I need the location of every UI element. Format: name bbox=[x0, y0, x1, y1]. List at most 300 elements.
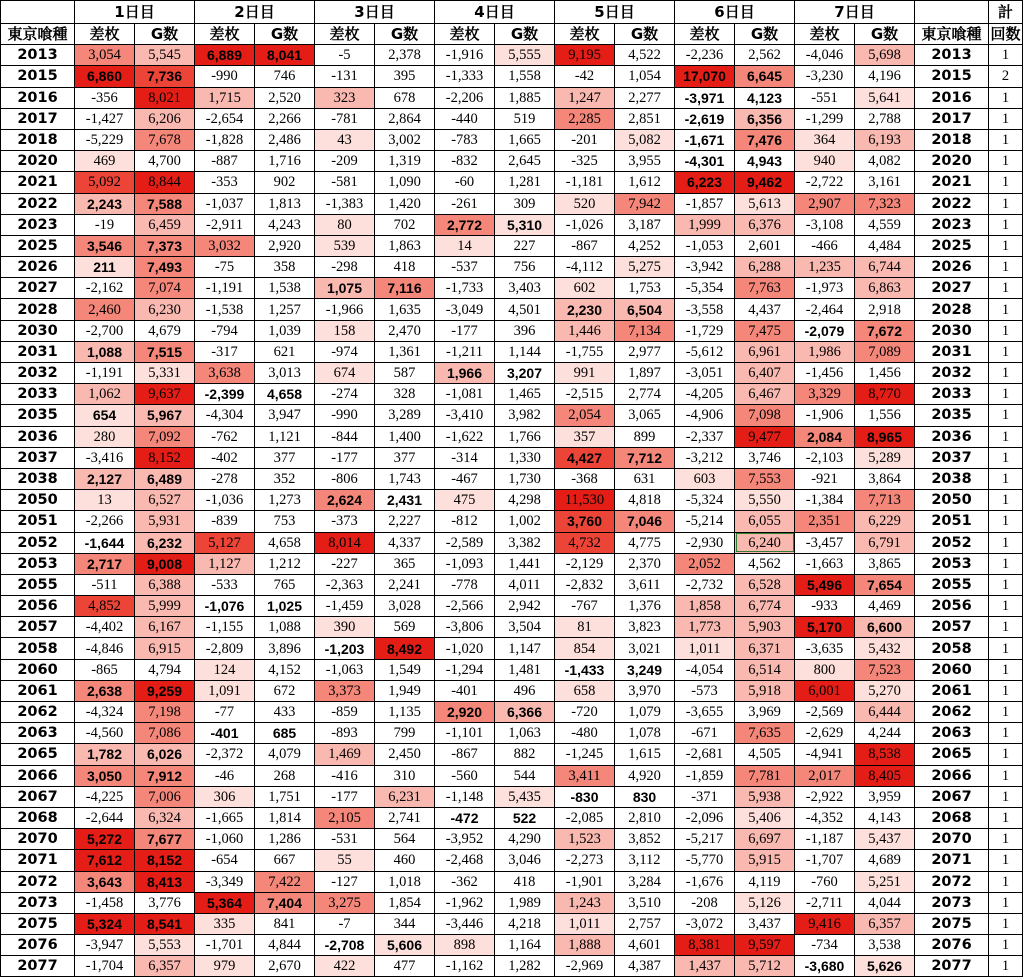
games-cell[interactable]: 5,435 bbox=[495, 786, 555, 807]
diff-cell[interactable]: -806 bbox=[315, 468, 375, 489]
diff-cell[interactable]: 854 bbox=[555, 638, 615, 659]
count-cell[interactable]: 1 bbox=[989, 956, 1023, 977]
diff-cell[interactable]: -654 bbox=[195, 850, 255, 871]
games-cell[interactable]: 7,476 bbox=[735, 129, 795, 150]
games-cell[interactable]: 1,441 bbox=[495, 553, 555, 574]
diff-cell[interactable]: -1,191 bbox=[195, 278, 255, 299]
diff-cell[interactable]: 5,496 bbox=[795, 574, 855, 595]
games-cell[interactable]: 4,920 bbox=[615, 765, 675, 786]
count-cell[interactable]: 1 bbox=[989, 829, 1023, 850]
diff-cell[interactable]: -1,901 bbox=[555, 871, 615, 892]
diff-cell[interactable]: -2,206 bbox=[435, 87, 495, 108]
diff-cell[interactable]: 2,638 bbox=[75, 680, 135, 701]
diff-cell[interactable]: 898 bbox=[435, 935, 495, 956]
diff-cell[interactable]: -1,076 bbox=[195, 596, 255, 617]
games-cell[interactable]: 1,989 bbox=[495, 892, 555, 913]
count-cell[interactable]: 1 bbox=[989, 786, 1023, 807]
diff-cell[interactable]: -3,457 bbox=[795, 532, 855, 553]
games-cell[interactable]: 1,814 bbox=[255, 807, 315, 828]
games-cell[interactable]: 4,243 bbox=[255, 214, 315, 235]
games-cell[interactable]: 5,270 bbox=[855, 680, 915, 701]
games-cell[interactable]: 2,851 bbox=[615, 108, 675, 129]
machine-id-right[interactable]: 2073 bbox=[915, 892, 989, 913]
games-cell[interactable]: 3,611 bbox=[615, 574, 675, 595]
diff-cell[interactable]: 4,732 bbox=[555, 532, 615, 553]
games-cell[interactable]: 4,658 bbox=[255, 532, 315, 553]
diff-cell[interactable]: -2,129 bbox=[555, 553, 615, 574]
diff-cell[interactable]: -3,655 bbox=[675, 702, 735, 723]
games-cell[interactable]: 7,006 bbox=[135, 786, 195, 807]
diff-cell[interactable]: -416 bbox=[315, 765, 375, 786]
diff-cell[interactable]: -839 bbox=[195, 511, 255, 532]
diff-cell[interactable]: -1,701 bbox=[195, 935, 255, 956]
games-cell[interactable]: 1,281 bbox=[495, 172, 555, 193]
games-cell[interactable]: 765 bbox=[255, 574, 315, 595]
diff-cell[interactable]: -3,212 bbox=[675, 447, 735, 468]
diff-cell[interactable]: -373 bbox=[315, 511, 375, 532]
diff-cell[interactable]: 3,329 bbox=[795, 384, 855, 405]
games-cell[interactable]: 4,469 bbox=[855, 596, 915, 617]
diff-cell[interactable]: 3,054 bbox=[75, 45, 135, 66]
diff-cell[interactable]: -3,971 bbox=[675, 87, 735, 108]
machine-id-right[interactable]: 2076 bbox=[915, 935, 989, 956]
diff-cell[interactable]: 11,530 bbox=[555, 490, 615, 511]
games-cell[interactable]: 1,885 bbox=[495, 87, 555, 108]
machine-id[interactable]: 2026 bbox=[1, 257, 75, 278]
games-cell[interactable]: 309 bbox=[495, 193, 555, 214]
diff-cell[interactable]: -3,680 bbox=[795, 956, 855, 977]
games-cell[interactable]: 328 bbox=[375, 384, 435, 405]
diff-cell[interactable]: -1,162 bbox=[435, 956, 495, 977]
games-cell[interactable]: 7,712 bbox=[615, 447, 675, 468]
diff-cell[interactable]: 4,852 bbox=[75, 596, 135, 617]
machine-id[interactable]: 2051 bbox=[1, 511, 75, 532]
diff-cell[interactable]: -4,301 bbox=[675, 151, 735, 172]
diff-cell[interactable]: -3,806 bbox=[435, 617, 495, 638]
machine-id-right[interactable]: 2066 bbox=[915, 765, 989, 786]
diff-cell[interactable]: -2,708 bbox=[315, 935, 375, 956]
machine-id-right[interactable]: 2015 bbox=[915, 66, 989, 87]
diff-cell[interactable]: -511 bbox=[75, 574, 135, 595]
games-cell[interactable]: 4,290 bbox=[495, 829, 555, 850]
diff-cell[interactable]: -278 bbox=[195, 468, 255, 489]
games-cell[interactable]: 6,229 bbox=[855, 511, 915, 532]
machine-id[interactable]: 2061 bbox=[1, 680, 75, 701]
machine-id-right[interactable]: 2050 bbox=[915, 490, 989, 511]
diff-cell[interactable]: -1,101 bbox=[435, 723, 495, 744]
games-cell[interactable]: 395 bbox=[375, 66, 435, 87]
diff-cell[interactable]: -4,846 bbox=[75, 638, 135, 659]
games-cell[interactable]: 1,144 bbox=[495, 341, 555, 362]
games-cell[interactable]: 6,231 bbox=[375, 786, 435, 807]
machine-id-right[interactable]: 2036 bbox=[915, 426, 989, 447]
diff-cell[interactable]: 800 bbox=[795, 659, 855, 680]
games-cell[interactable]: 1,465 bbox=[495, 384, 555, 405]
count-cell[interactable]: 1 bbox=[989, 702, 1023, 723]
machine-id-right[interactable]: 2058 bbox=[915, 638, 989, 659]
games-cell[interactable]: 418 bbox=[495, 871, 555, 892]
games-cell[interactable]: 2,670 bbox=[255, 956, 315, 977]
games-cell[interactable]: 377 bbox=[255, 447, 315, 468]
games-cell[interactable]: 7,086 bbox=[135, 723, 195, 744]
diff-cell[interactable]: -261 bbox=[435, 193, 495, 214]
games-cell[interactable]: 1,212 bbox=[255, 553, 315, 574]
diff-cell[interactable]: -830 bbox=[555, 786, 615, 807]
games-cell[interactable]: 4,501 bbox=[495, 299, 555, 320]
diff-cell[interactable]: 1,523 bbox=[555, 829, 615, 850]
count-cell[interactable]: 1 bbox=[989, 935, 1023, 956]
diff-cell[interactable]: -537 bbox=[435, 257, 495, 278]
games-cell[interactable]: 5,918 bbox=[735, 680, 795, 701]
diff-cell[interactable]: -7 bbox=[315, 913, 375, 934]
diff-cell[interactable]: -2,589 bbox=[435, 532, 495, 553]
diff-cell[interactable]: -1,456 bbox=[795, 363, 855, 384]
games-cell[interactable]: 2,920 bbox=[255, 235, 315, 256]
diff-cell[interactable]: -274 bbox=[315, 384, 375, 405]
games-cell[interactable]: 6,459 bbox=[135, 214, 195, 235]
diff-cell[interactable]: -760 bbox=[795, 871, 855, 892]
count-cell[interactable]: 1 bbox=[989, 511, 1023, 532]
diff-cell[interactable]: 211 bbox=[75, 257, 135, 278]
games-cell[interactable]: 6,791 bbox=[855, 532, 915, 553]
games-cell[interactable]: 3,289 bbox=[375, 405, 435, 426]
diff-cell[interactable]: -581 bbox=[315, 172, 375, 193]
games-cell[interactable]: 7,373 bbox=[135, 235, 195, 256]
games-cell[interactable]: 830 bbox=[615, 786, 675, 807]
games-cell[interactable]: 5,613 bbox=[735, 193, 795, 214]
diff-cell[interactable]: -466 bbox=[795, 235, 855, 256]
games-cell[interactable]: 2,470 bbox=[375, 320, 435, 341]
games-cell[interactable]: 1,330 bbox=[495, 447, 555, 468]
games-cell[interactable]: 6,206 bbox=[135, 108, 195, 129]
games-cell[interactable]: 1,854 bbox=[375, 892, 435, 913]
games-cell[interactable]: 3,284 bbox=[615, 871, 675, 892]
machine-id[interactable]: 2073 bbox=[1, 892, 75, 913]
games-cell[interactable]: 3,955 bbox=[615, 151, 675, 172]
diff-cell[interactable]: 2,105 bbox=[315, 807, 375, 828]
games-cell[interactable]: 2,757 bbox=[615, 913, 675, 934]
diff-cell[interactable]: -1,245 bbox=[555, 744, 615, 765]
games-cell[interactable]: 6,489 bbox=[135, 468, 195, 489]
diff-cell[interactable]: 2,907 bbox=[795, 193, 855, 214]
games-cell[interactable]: 3,002 bbox=[375, 129, 435, 150]
games-cell[interactable]: 6,230 bbox=[135, 299, 195, 320]
diff-cell[interactable]: 43 bbox=[315, 129, 375, 150]
games-cell[interactable]: 6,528 bbox=[735, 574, 795, 595]
machine-id[interactable]: 2031 bbox=[1, 341, 75, 362]
games-cell[interactable]: 5,698 bbox=[855, 45, 915, 66]
games-cell[interactable]: 2,486 bbox=[255, 129, 315, 150]
machine-id[interactable]: 2055 bbox=[1, 574, 75, 595]
games-cell[interactable]: 3,013 bbox=[255, 363, 315, 384]
diff-cell[interactable]: -1,755 bbox=[555, 341, 615, 362]
diff-cell[interactable]: -844 bbox=[315, 426, 375, 447]
diff-cell[interactable]: 2,351 bbox=[795, 511, 855, 532]
games-cell[interactable]: 4,252 bbox=[615, 235, 675, 256]
games-cell[interactable]: 6,357 bbox=[855, 913, 915, 934]
diff-cell[interactable]: -1,665 bbox=[195, 807, 255, 828]
games-cell[interactable]: 5,331 bbox=[135, 363, 195, 384]
games-cell[interactable]: 1,400 bbox=[375, 426, 435, 447]
diff-cell[interactable]: -560 bbox=[435, 765, 495, 786]
diff-cell[interactable]: -1,148 bbox=[435, 786, 495, 807]
count-cell[interactable]: 1 bbox=[989, 680, 1023, 701]
diff-cell[interactable]: -1,026 bbox=[555, 214, 615, 235]
machine-id[interactable]: 2023 bbox=[1, 214, 75, 235]
machine-id-right[interactable]: 2032 bbox=[915, 363, 989, 384]
diff-cell[interactable]: 4,427 bbox=[555, 447, 615, 468]
diff-cell[interactable]: -209 bbox=[315, 151, 375, 172]
games-cell[interactable]: 7,654 bbox=[855, 574, 915, 595]
machine-id[interactable]: 2038 bbox=[1, 468, 75, 489]
games-cell[interactable]: 7,515 bbox=[135, 341, 195, 362]
diff-cell[interactable]: -1,037 bbox=[195, 193, 255, 214]
games-cell[interactable]: 5,938 bbox=[735, 786, 795, 807]
machine-id-right[interactable]: 2028 bbox=[915, 299, 989, 320]
diff-cell[interactable]: 1,715 bbox=[195, 87, 255, 108]
machine-id-right[interactable]: 2052 bbox=[915, 532, 989, 553]
games-cell[interactable]: 6,645 bbox=[735, 66, 795, 87]
games-cell[interactable]: 6,193 bbox=[855, 129, 915, 150]
diff-cell[interactable]: -3,108 bbox=[795, 214, 855, 235]
games-cell[interactable]: 5,626 bbox=[855, 956, 915, 977]
diff-cell[interactable]: 1,011 bbox=[555, 913, 615, 934]
machine-id-right[interactable]: 2018 bbox=[915, 129, 989, 150]
games-cell[interactable]: 1,282 bbox=[495, 956, 555, 977]
machine-id[interactable]: 2032 bbox=[1, 363, 75, 384]
diff-cell[interactable]: 658 bbox=[555, 680, 615, 701]
diff-cell[interactable]: 323 bbox=[315, 87, 375, 108]
diff-cell[interactable]: -1,729 bbox=[675, 320, 735, 341]
games-cell[interactable]: 6,288 bbox=[735, 257, 795, 278]
diff-cell[interactable]: -177 bbox=[315, 447, 375, 468]
diff-cell[interactable]: 6,889 bbox=[195, 45, 255, 66]
games-cell[interactable]: 7,074 bbox=[135, 278, 195, 299]
diff-cell[interactable]: -2,236 bbox=[675, 45, 735, 66]
games-cell[interactable]: 1,147 bbox=[495, 638, 555, 659]
diff-cell[interactable]: -1,081 bbox=[435, 384, 495, 405]
games-cell[interactable]: 3,959 bbox=[855, 786, 915, 807]
diff-cell[interactable]: -4,324 bbox=[75, 702, 135, 723]
games-cell[interactable]: 3,852 bbox=[615, 829, 675, 850]
diff-cell[interactable]: 940 bbox=[795, 151, 855, 172]
diff-cell[interactable]: -368 bbox=[555, 468, 615, 489]
games-cell[interactable]: 8,770 bbox=[855, 384, 915, 405]
games-cell[interactable]: 7,493 bbox=[135, 257, 195, 278]
games-cell[interactable]: 7,092 bbox=[135, 426, 195, 447]
diff-cell[interactable]: 469 bbox=[75, 151, 135, 172]
games-cell[interactable]: 5,555 bbox=[495, 45, 555, 66]
diff-cell[interactable]: 3,643 bbox=[75, 871, 135, 892]
games-cell[interactable]: 4,775 bbox=[615, 532, 675, 553]
diff-cell[interactable]: 5,272 bbox=[75, 829, 135, 850]
diff-cell[interactable]: 6,001 bbox=[795, 680, 855, 701]
games-cell[interactable]: 6,357 bbox=[135, 956, 195, 977]
diff-cell[interactable]: 2,127 bbox=[75, 468, 135, 489]
diff-cell[interactable]: 3,373 bbox=[315, 680, 375, 701]
games-cell[interactable]: 6,514 bbox=[735, 659, 795, 680]
games-cell[interactable]: 7,677 bbox=[135, 829, 195, 850]
games-cell[interactable]: 4,679 bbox=[135, 320, 195, 341]
diff-cell[interactable]: -3,410 bbox=[435, 405, 495, 426]
diff-cell[interactable]: -4,906 bbox=[675, 405, 735, 426]
games-cell[interactable]: 3,065 bbox=[615, 405, 675, 426]
diff-cell[interactable]: -353 bbox=[195, 172, 255, 193]
machine-id-right[interactable]: 2068 bbox=[915, 807, 989, 828]
machine-id-right[interactable]: 2075 bbox=[915, 913, 989, 934]
diff-cell[interactable]: -1,063 bbox=[315, 659, 375, 680]
machine-id-right[interactable]: 2023 bbox=[915, 214, 989, 235]
games-cell[interactable]: 1,257 bbox=[255, 299, 315, 320]
machine-id[interactable]: 2021 bbox=[1, 172, 75, 193]
machine-id[interactable]: 2018 bbox=[1, 129, 75, 150]
games-cell[interactable]: 1,025 bbox=[255, 596, 315, 617]
diff-cell[interactable]: -867 bbox=[435, 744, 495, 765]
diff-cell[interactable]: 2,243 bbox=[75, 193, 135, 214]
games-cell[interactable]: 4,244 bbox=[855, 723, 915, 744]
games-cell[interactable]: 2,520 bbox=[255, 87, 315, 108]
games-cell[interactable]: 1,063 bbox=[495, 723, 555, 744]
games-cell[interactable]: 3,746 bbox=[735, 447, 795, 468]
diff-cell[interactable]: -887 bbox=[195, 151, 255, 172]
games-cell[interactable]: 3,161 bbox=[855, 172, 915, 193]
games-cell[interactable]: 1,751 bbox=[255, 786, 315, 807]
diff-cell[interactable]: -472 bbox=[435, 807, 495, 828]
games-cell[interactable]: 9,259 bbox=[135, 680, 195, 701]
diff-cell[interactable]: -1,704 bbox=[75, 956, 135, 977]
diff-cell[interactable]: 2,052 bbox=[675, 553, 735, 574]
machine-id-right[interactable]: 2035 bbox=[915, 405, 989, 426]
count-cell[interactable]: 1 bbox=[989, 278, 1023, 299]
machine-id[interactable]: 2077 bbox=[1, 956, 75, 977]
diff-cell[interactable]: 280 bbox=[75, 426, 135, 447]
diff-cell[interactable]: 2,054 bbox=[555, 405, 615, 426]
diff-cell[interactable]: -401 bbox=[195, 723, 255, 744]
machine-id[interactable]: 2070 bbox=[1, 829, 75, 850]
games-cell[interactable]: 6,774 bbox=[735, 596, 795, 617]
games-cell[interactable]: 2,601 bbox=[735, 235, 795, 256]
diff-cell[interactable]: -2,809 bbox=[195, 638, 255, 659]
games-cell[interactable]: 4,658 bbox=[255, 384, 315, 405]
games-cell[interactable]: 4,143 bbox=[855, 807, 915, 828]
diff-cell[interactable]: 335 bbox=[195, 913, 255, 934]
diff-cell[interactable]: -362 bbox=[435, 871, 495, 892]
diff-cell[interactable]: 7,612 bbox=[75, 850, 135, 871]
games-cell[interactable]: 6,915 bbox=[135, 638, 195, 659]
games-cell[interactable]: 6,240 bbox=[735, 532, 795, 553]
count-cell[interactable]: 1 bbox=[989, 638, 1023, 659]
games-cell[interactable]: 2,562 bbox=[735, 45, 795, 66]
games-cell[interactable]: 6,167 bbox=[135, 617, 195, 638]
games-cell[interactable]: 667 bbox=[255, 850, 315, 871]
games-cell[interactable]: 4,562 bbox=[735, 553, 795, 574]
diff-cell[interactable]: -227 bbox=[315, 553, 375, 574]
diff-cell[interactable]: -2,969 bbox=[555, 956, 615, 977]
diff-cell[interactable]: -2,722 bbox=[795, 172, 855, 193]
diff-cell[interactable]: 2,624 bbox=[315, 490, 375, 511]
games-cell[interactable]: 5,437 bbox=[855, 829, 915, 850]
games-cell[interactable]: 9,637 bbox=[135, 384, 195, 405]
diff-cell[interactable]: -1,538 bbox=[195, 299, 255, 320]
machine-id-right[interactable]: 2020 bbox=[915, 151, 989, 172]
games-cell[interactable]: 1,730 bbox=[495, 468, 555, 489]
diff-cell[interactable]: -3,072 bbox=[675, 913, 735, 934]
games-cell[interactable]: 496 bbox=[495, 680, 555, 701]
diff-cell[interactable]: -1,622 bbox=[435, 426, 495, 447]
games-cell[interactable]: 672 bbox=[255, 680, 315, 701]
diff-cell[interactable]: 9,195 bbox=[555, 45, 615, 66]
count-cell[interactable]: 1 bbox=[989, 341, 1023, 362]
machine-id[interactable]: 2068 bbox=[1, 807, 75, 828]
games-cell[interactable]: 3,028 bbox=[375, 596, 435, 617]
games-cell[interactable]: 3,403 bbox=[495, 278, 555, 299]
diff-cell[interactable]: -4,205 bbox=[675, 384, 735, 405]
games-cell[interactable]: 7,763 bbox=[735, 278, 795, 299]
games-cell[interactable]: 5,082 bbox=[615, 129, 675, 150]
games-cell[interactable]: 1,556 bbox=[855, 405, 915, 426]
count-cell[interactable]: 1 bbox=[989, 363, 1023, 384]
machine-id[interactable]: 2060 bbox=[1, 659, 75, 680]
diff-cell[interactable]: 5,324 bbox=[75, 913, 135, 934]
diff-cell[interactable]: -671 bbox=[675, 723, 735, 744]
diff-cell[interactable]: 2,285 bbox=[555, 108, 615, 129]
games-cell[interactable]: 8,541 bbox=[135, 913, 195, 934]
games-cell[interactable]: 5,903 bbox=[735, 617, 795, 638]
games-cell[interactable]: 9,008 bbox=[135, 553, 195, 574]
games-cell[interactable]: 8,492 bbox=[375, 638, 435, 659]
diff-cell[interactable]: -933 bbox=[795, 596, 855, 617]
games-cell[interactable]: 7,942 bbox=[615, 193, 675, 214]
games-cell[interactable]: 8,413 bbox=[135, 871, 195, 892]
diff-cell[interactable]: 9,416 bbox=[795, 913, 855, 934]
diff-cell[interactable]: 390 bbox=[315, 617, 375, 638]
games-cell[interactable]: 477 bbox=[375, 956, 435, 977]
diff-cell[interactable]: -1,966 bbox=[315, 299, 375, 320]
count-cell[interactable]: 1 bbox=[989, 447, 1023, 468]
machine-id[interactable]: 2033 bbox=[1, 384, 75, 405]
games-cell[interactable]: 5,931 bbox=[135, 511, 195, 532]
diff-cell[interactable]: -1,299 bbox=[795, 108, 855, 129]
diff-cell[interactable]: -1,211 bbox=[435, 341, 495, 362]
count-cell[interactable]: 1 bbox=[989, 723, 1023, 744]
diff-cell[interactable]: -2,085 bbox=[555, 807, 615, 828]
diff-cell[interactable]: -42 bbox=[555, 66, 615, 87]
diff-cell[interactable]: 1,127 bbox=[195, 553, 255, 574]
games-cell[interactable]: 7,713 bbox=[855, 490, 915, 511]
games-cell[interactable]: 4,337 bbox=[375, 532, 435, 553]
games-cell[interactable]: 9,462 bbox=[735, 172, 795, 193]
machine-id[interactable]: 2016 bbox=[1, 87, 75, 108]
diff-cell[interactable]: 602 bbox=[555, 278, 615, 299]
games-cell[interactable]: 377 bbox=[375, 447, 435, 468]
diff-cell[interactable]: 8,381 bbox=[675, 935, 735, 956]
diff-cell[interactable]: -781 bbox=[315, 108, 375, 129]
count-cell[interactable]: 1 bbox=[989, 214, 1023, 235]
diff-cell[interactable]: 1,446 bbox=[555, 320, 615, 341]
diff-cell[interactable]: 3,050 bbox=[75, 765, 135, 786]
games-cell[interactable]: 4,437 bbox=[735, 299, 795, 320]
games-cell[interactable]: 4,218 bbox=[495, 913, 555, 934]
games-cell[interactable]: 2,227 bbox=[375, 511, 435, 532]
diff-cell[interactable]: -177 bbox=[315, 786, 375, 807]
games-cell[interactable]: 7,588 bbox=[135, 193, 195, 214]
games-cell[interactable]: 4,505 bbox=[735, 744, 795, 765]
diff-cell[interactable]: 5,364 bbox=[195, 892, 255, 913]
machine-id-right[interactable]: 2053 bbox=[915, 553, 989, 574]
games-cell[interactable]: 7,475 bbox=[735, 320, 795, 341]
games-cell[interactable]: 1,376 bbox=[615, 596, 675, 617]
games-cell[interactable]: 6,407 bbox=[735, 363, 795, 384]
